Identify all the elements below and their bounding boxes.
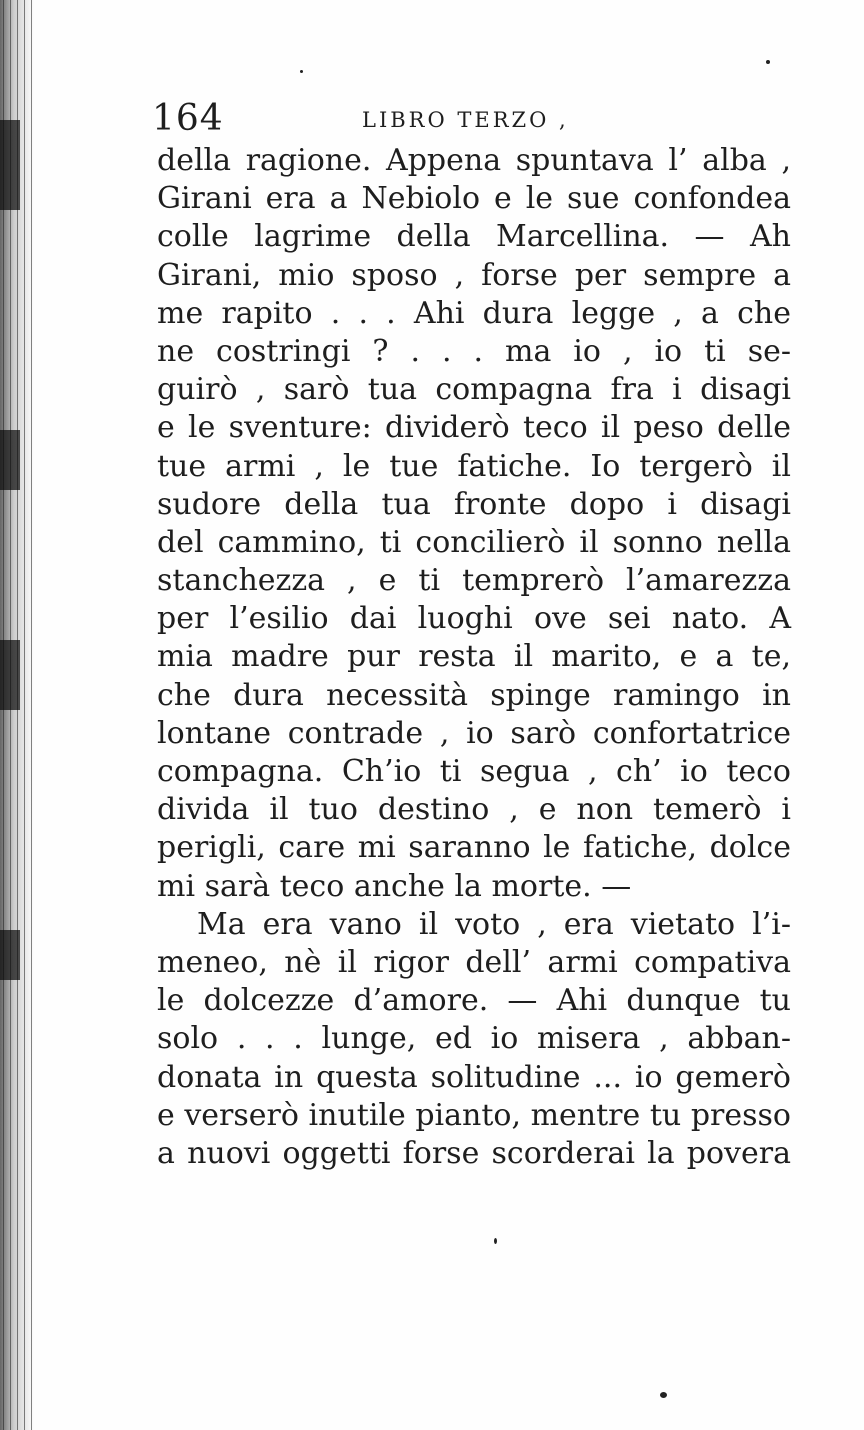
gutter-shadow (0, 930, 20, 980)
text-line: che dura necessità spinge ramingo in (157, 677, 791, 713)
text-line: del cammino, ti concilierò il sonno nella (157, 524, 791, 560)
binding-gutter (0, 0, 34, 1430)
text-line: ne costringi ? . . . ma io , io ti se- (157, 333, 791, 369)
ink-speck (300, 70, 303, 73)
text-line: meneo, nè il rigor dell’ armi compativa (157, 944, 791, 980)
text-line: Ma era vano il voto , era vietato l’i- (197, 906, 791, 942)
running-head: LIBRO TERZO , (362, 108, 569, 132)
text-line: e verserò inutile pianto, mentre tu presso (157, 1097, 791, 1133)
gutter-shadow (0, 640, 20, 710)
gutter-shadow (0, 430, 20, 490)
text-line: donata in questa solitudine ... io gemerò (157, 1059, 791, 1095)
text-line: compagna. Ch’io ti segua , ch’ io teco (157, 754, 791, 789)
text-line: Girani era a Nebiolo e le sue confondea (157, 181, 791, 217)
text-line: me rapito . . . Ahi dura legge , a che (157, 295, 791, 331)
text-line: perigli, care mi saranno le fatiche, dolce (157, 830, 791, 866)
text-line: divida il tuo destino , e non temerò i (157, 792, 791, 828)
text-line: della ragione. Appena spuntava l’ alba , (157, 143, 791, 178)
body-text (157, 142, 791, 1173)
text-line: colle lagrime della Marcellina. — Ah (157, 219, 791, 255)
page-number: 164 (152, 98, 224, 139)
ink-speck (766, 60, 770, 64)
text-line: a nuovi oggetti forse scorderai la povera (157, 1135, 791, 1171)
ink-speck (660, 1392, 667, 1398)
text-line: mi sarà teco anche la morte. — (157, 868, 632, 904)
text-line: sudore della tua fronte dopo i disagi (157, 486, 791, 522)
text-line: lontane contrade , io sarò confortatrice (157, 715, 791, 751)
text-line: Girani, mio sposo , forse per sempre a (157, 257, 791, 293)
text-line: solo . . . lunge, ed io misera , abban- (157, 1021, 791, 1057)
text-line: e le sventure: dividerò teco il peso delle (157, 410, 791, 446)
ink-speck (494, 1238, 497, 1244)
page-header (152, 96, 792, 142)
text-line: guirò , sarò tua compagna fra i disagi (157, 372, 791, 408)
gutter-shadow (0, 120, 20, 210)
text-line: le dolcezze d’amore. — Ahi dunque tu (157, 983, 791, 1019)
text-line: per l’esilio dai luoghi ove sei nato. A (157, 601, 791, 637)
text-line: stanchezza , e ti temprerò l’amarezza (157, 563, 791, 599)
text-line: mia madre pur resta il marito, e a te, (157, 639, 791, 675)
text-line: tue armi , le tue fatiche. Io tergerò il (157, 448, 791, 484)
